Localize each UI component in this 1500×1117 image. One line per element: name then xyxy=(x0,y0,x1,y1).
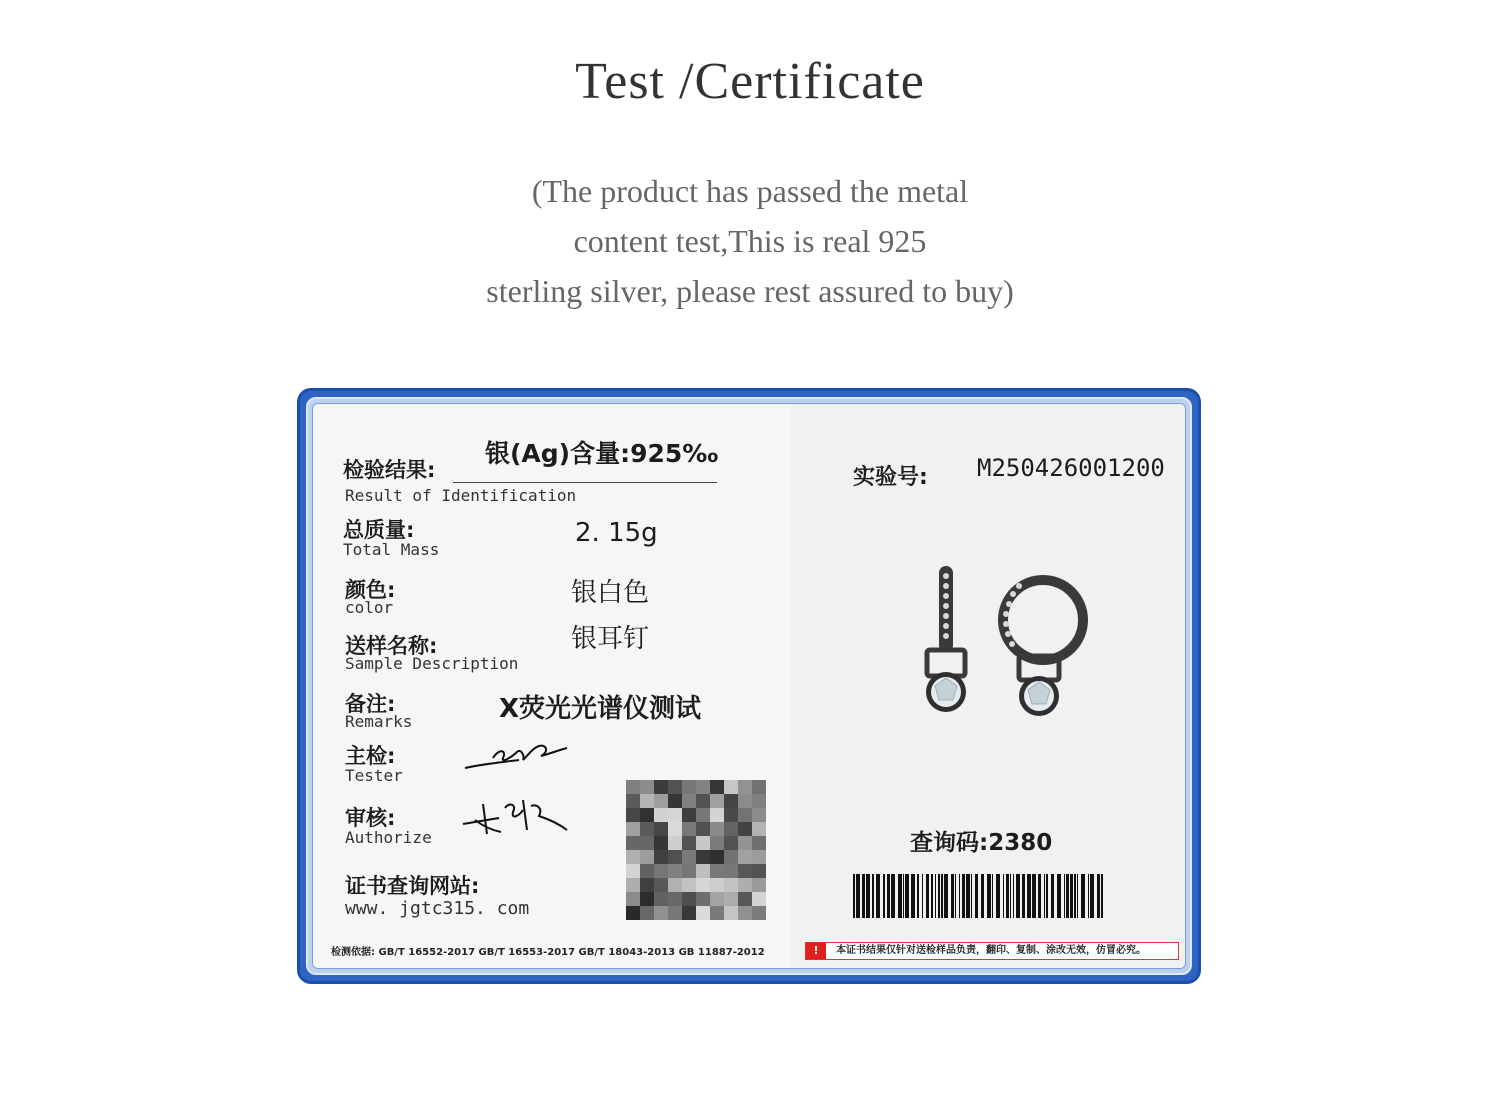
sample-label-en: Sample Description xyxy=(345,654,519,673)
subtitle xyxy=(0,166,1500,316)
barcode xyxy=(853,874,1111,918)
result-label-en: Result of Identification xyxy=(345,486,577,505)
subtitle-line: content test,This is real 925 xyxy=(573,223,927,259)
subtitle-line: sterling silver, please rest assured to buy) xyxy=(486,273,1014,309)
authorize-label: 审核: xyxy=(345,806,396,830)
qr-code xyxy=(626,780,766,920)
certificate-details-panel xyxy=(313,404,791,968)
remarks-value: X荧光光谱仪测试 xyxy=(499,694,702,724)
sample-label: 送样名称: xyxy=(345,634,438,658)
lab-number-value: M250426001200 xyxy=(977,454,1165,482)
authorize-signature xyxy=(461,790,571,842)
warning-icon: ! xyxy=(806,943,826,959)
tester-label-en: Tester xyxy=(345,766,403,785)
certificate-notice xyxy=(805,942,1179,960)
mass-label-en: Total Mass xyxy=(343,540,440,559)
result-underline xyxy=(453,482,717,483)
earrings-photo xyxy=(913,564,1103,744)
subtitle-line: (The product has passed the metal xyxy=(531,173,969,209)
sample-value: 银耳钉 xyxy=(571,624,650,654)
tester-label: 主检: xyxy=(345,744,396,768)
certificate-body xyxy=(312,403,1186,969)
page-title: Test /Certificate xyxy=(575,53,925,110)
website-value: www. jgtc315. com xyxy=(345,898,530,919)
query-code: 查询码:2380 xyxy=(910,830,1053,856)
mass-value: 2. 15g xyxy=(575,518,658,548)
color-label-en: color xyxy=(345,598,394,617)
authorize-label-en: Authorize xyxy=(345,828,432,847)
certificate-card xyxy=(297,388,1201,984)
remarks-label-en: Remarks xyxy=(345,712,413,731)
result-label: 检验结果: xyxy=(343,458,436,482)
website-label: 证书查询网站: xyxy=(345,874,480,898)
color-value: 银白色 xyxy=(571,578,650,608)
mass-label: 总质量: xyxy=(343,518,415,542)
testing-standards: 检测依据: GB/T 16552-2017 GB/T 16553-2017 GB/T 18043-2013 GB 11887-2012 xyxy=(331,947,765,958)
remarks-label: 备注: xyxy=(345,692,396,716)
result-value: 银(Ag)含量:925‰ xyxy=(485,439,719,468)
notice-text: 本证书结果仅针对送检样品负责，翻印、复制、涂改无效，仿冒必究。 xyxy=(836,945,1146,956)
lab-number-label: 实验号: xyxy=(853,465,928,490)
color-label: 颜色: xyxy=(345,578,396,602)
tester-signature xyxy=(463,734,573,774)
